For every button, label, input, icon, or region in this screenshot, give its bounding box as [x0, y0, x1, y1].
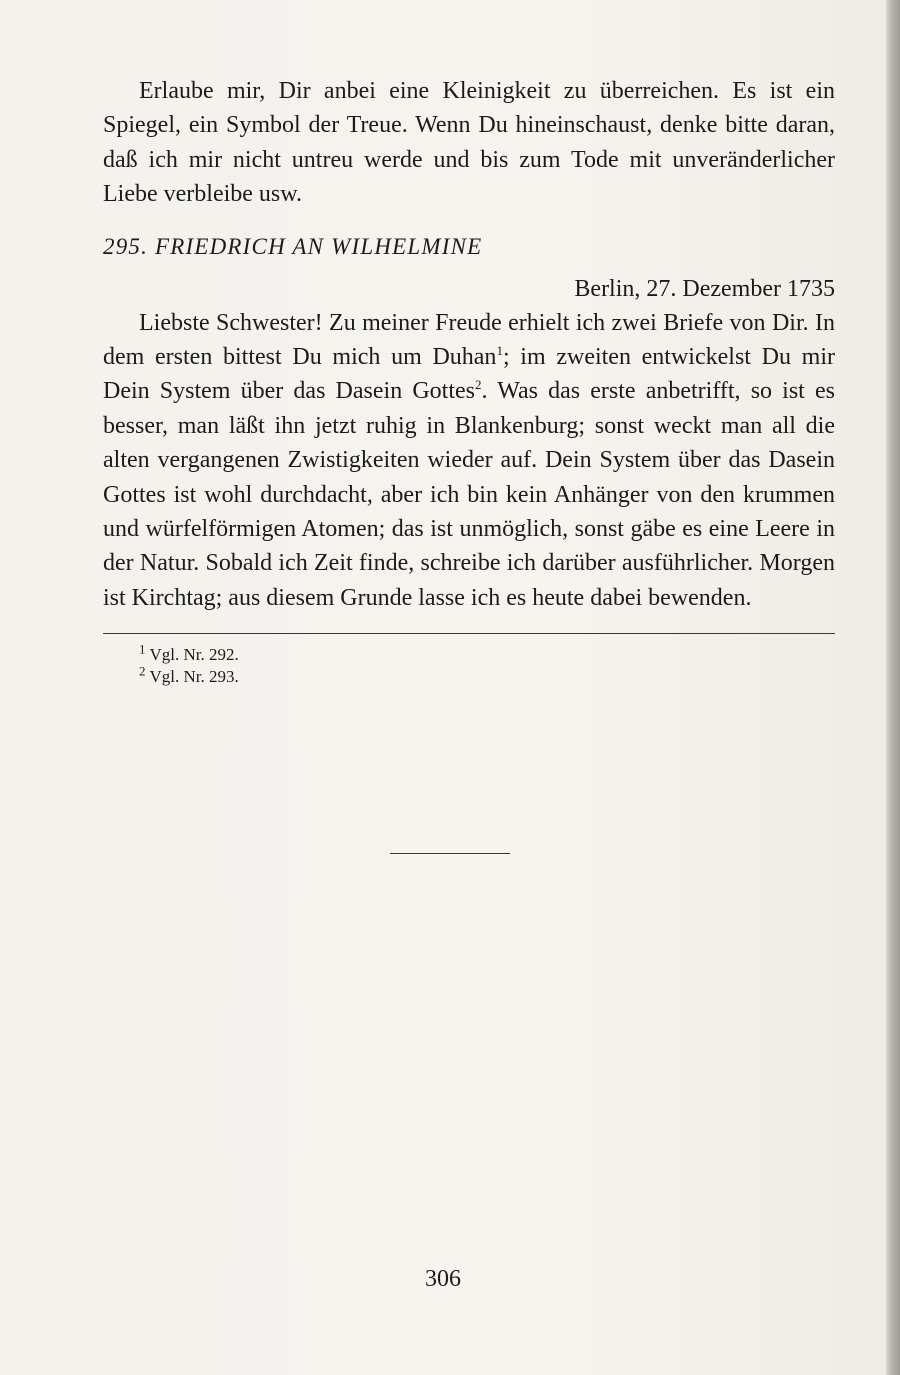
letter-295-dateline: Berlin, 27. Dezember 1735 — [574, 275, 835, 302]
footnote-item — [139, 641, 835, 666]
letter-295-heading: 295. FRIEDRICH AN WILHELMINE — [103, 233, 483, 259]
letter-295-body-part3: . Was das erste anbetrifft, so ist es besser, man läßt ihn jetzt ruhig in Blankenburg; sonst weckt man all die alten vergangenen Zwistigkeiten wieder auf. Dein System über das Dasein Gottes ist wohl durchdacht, aber ich bin kein Anhänger von den krummen und würfelförmigen Atomen; das ist unmöglich, sonst gäbe es eine Leere in der Natur. Sobald ich Zeit finde, schreibe ich darüber ausführlicher. Morgen ist Kirchtag; aus diesem Grunde lasse ich es heute dabei bewenden. — [103, 378, 835, 611]
footnote-reference-1: 1 — [496, 343, 503, 359]
letter-294-closing-paragraph: Erlaube mir, Dir anbei eine Kleinigkeit zu überreichen. Es ist ein Spiegel, ein Symbol der Treue. Wenn Du hineinschaust, denke bitte daran, daß ich mir nicht untreu werde und bis zum Tode mit unveränderlicher Liebe verbleibe usw. — [103, 78, 835, 208]
footnote-text: Vgl. Nr. 292. — [149, 645, 239, 665]
letter-295-body — [103, 306, 835, 616]
footnote-reference-2: 2 — [475, 377, 482, 393]
footnote-item — [139, 663, 835, 688]
footnote-divider — [103, 633, 835, 634]
footnotes — [103, 641, 835, 688]
page-edge — [886, 0, 900, 1375]
footnote-marker: 2 — [139, 663, 146, 679]
letter-295-body-part2: ; im zweiten entwickelst Du mir Dein System über das Dasein Gottes — [103, 344, 836, 405]
letter-295-body-part1: Liebste Schwester! Zu meiner Freude erhielt ich zwei Briefe von Dir. In dem ersten bittest Du mich um Duhan — [103, 309, 835, 371]
page-number: 306 — [425, 1266, 461, 1292]
section-end-rule — [390, 853, 510, 854]
page-content — [103, 74, 835, 688]
footnote-text: Vgl. Nr. 293. — [149, 667, 239, 687]
footnote-marker: 1 — [139, 641, 146, 657]
